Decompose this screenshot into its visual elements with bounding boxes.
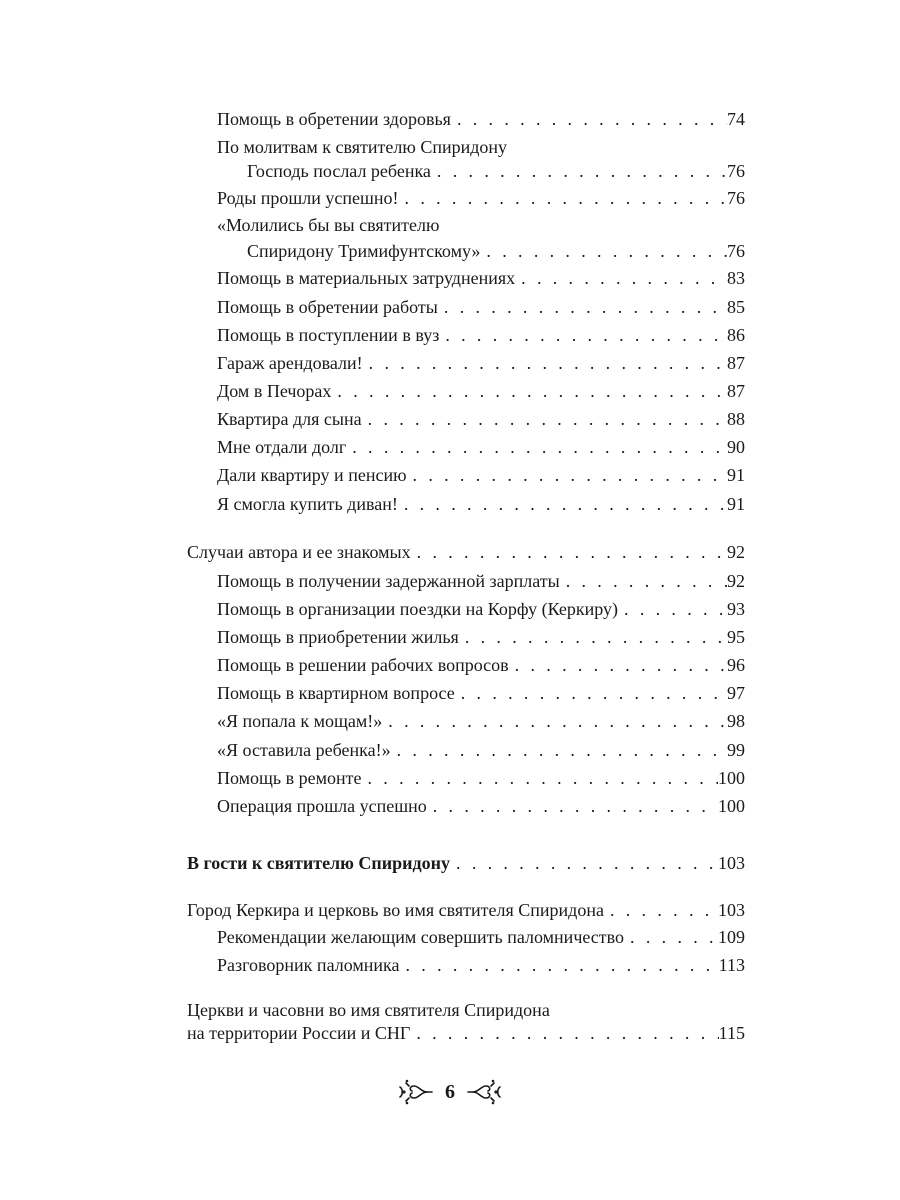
toc-entry (217, 952, 745, 978)
fleuron-ornament-icon (465, 1078, 503, 1106)
toc-entry-title: Гараж арендовали! (217, 353, 363, 373)
toc-entry-title: Город Керкира и церковь во имя святителя Спиридона (187, 900, 604, 920)
toc-entry-title: Помощь в квартирном вопросе (217, 683, 455, 703)
toc-entry (217, 134, 745, 160)
toc-entry (217, 596, 745, 622)
dot-leader (515, 265, 727, 291)
toc-entry-title: Помощь в ремонте (217, 768, 362, 788)
dot-leader (361, 765, 718, 791)
toc-entry-title: Спиридону Тримифунтскому» (247, 241, 481, 261)
toc-entry-title: Случаи автора и ее знакомых (187, 542, 411, 562)
dot-leader (407, 462, 727, 488)
toc-entry-title: «Я оставила ребенка!» (217, 740, 391, 760)
toc-entry (217, 378, 745, 404)
toc-entry-title: В гости к святителю Спиридону (187, 853, 451, 873)
dot-leader (363, 350, 727, 376)
toc-entry-title: Дали квартиру и пенсию (217, 465, 407, 485)
toc-entry (217, 765, 745, 791)
dot-leader (604, 897, 718, 923)
toc-entry-title: Роды прошли успешно! (217, 188, 399, 208)
toc-entry (217, 294, 745, 320)
toc-entry (217, 491, 745, 517)
toc-entry (217, 708, 745, 734)
dot-leader (451, 106, 727, 132)
toc-entry-title: Дом в Печорах (217, 381, 332, 401)
dot-leader (399, 952, 718, 978)
dot-leader (391, 737, 727, 763)
toc-entry-title: Квартира для сына (217, 409, 362, 429)
toc-entry-page: 88 (727, 409, 745, 429)
toc-entry-page: 76 (727, 161, 745, 181)
toc-entry-title: Господь послал ребенка (247, 161, 431, 181)
toc-entry-page: 97 (727, 683, 745, 703)
toc-entry (247, 158, 745, 184)
toc-entry-page: 98 (727, 711, 745, 731)
toc-entry-title: Операция прошла успешно (217, 796, 427, 816)
toc-entry-page: 91 (727, 465, 745, 485)
toc-entry (217, 350, 745, 376)
toc-entry-title: Помощь в решении рабочих вопросов (217, 655, 509, 675)
toc-entry-page: 96 (727, 655, 745, 675)
toc-entry-page: 103 (718, 853, 745, 873)
toc-entry (217, 265, 745, 291)
toc-entry-title: Помощь в обретении здоровья (217, 109, 451, 129)
dot-leader (618, 596, 727, 622)
toc-entry (217, 793, 745, 819)
toc-entry-page: 86 (727, 325, 745, 345)
toc-entry-page: 92 (727, 542, 745, 562)
dot-leader (459, 624, 727, 650)
toc-entry (217, 322, 745, 348)
toc-entry-title: Я смогла купить диван! (217, 494, 398, 514)
toc-entry-page: 83 (727, 268, 745, 288)
toc-entry (217, 212, 745, 238)
dot-leader (509, 652, 727, 678)
toc-entry-page: 93 (727, 599, 745, 619)
toc-entry-title: Помощь в приобретении жилья (217, 627, 459, 647)
toc-entry (217, 924, 745, 950)
toc-entry-title: Помощь в обретении работы (217, 297, 438, 317)
dot-leader (450, 850, 718, 876)
toc-entry-title: на территории России и СНГ (187, 1023, 411, 1043)
page-footer (0, 1072, 900, 1112)
dot-leader (560, 568, 727, 594)
dot-leader (398, 491, 727, 517)
dot-leader (480, 238, 727, 264)
toc-entry (187, 850, 745, 876)
toc-entry (217, 652, 745, 678)
dot-leader (438, 294, 727, 320)
toc-entry-page: 87 (727, 353, 745, 373)
toc-entry-page: 109 (718, 927, 745, 947)
toc-entry (187, 897, 745, 923)
dot-leader (382, 708, 727, 734)
toc-entry-page: 95 (727, 627, 745, 647)
toc-entry-page: 76 (727, 188, 745, 208)
fleuron-ornament-icon (397, 1078, 435, 1106)
dot-leader (346, 434, 727, 460)
toc-entry-title: Разговорник паломника (217, 955, 400, 975)
dot-leader (410, 1020, 718, 1046)
toc-entry (187, 1020, 745, 1046)
dot-leader (624, 924, 718, 950)
dot-leader (399, 185, 727, 211)
toc-entry-page: 100 (718, 768, 745, 788)
toc-entry-page: 74 (727, 109, 745, 129)
toc-entry-page: 90 (727, 437, 745, 457)
toc-entry-title: Мне отдали долг (217, 437, 347, 457)
toc-entry (187, 539, 745, 565)
toc-entry-page: 113 (718, 955, 745, 975)
toc-entry-title: Помощь в поступлении в вуз (217, 325, 440, 345)
toc-entry-page: 100 (718, 796, 745, 816)
dot-leader (431, 158, 727, 184)
toc-entry-page: 99 (727, 740, 745, 760)
toc-entry-title: Церкви и часовни во имя святителя Спиридона (187, 1000, 550, 1020)
toc-entry (217, 106, 745, 132)
toc-entry (217, 624, 745, 650)
toc-entry-page: 103 (718, 900, 745, 920)
toc-entry-page: 87 (727, 381, 745, 401)
toc-entry-title: Помощь в получении задержанной зарплаты (217, 571, 560, 591)
dot-leader (362, 406, 727, 432)
toc-entry-page: 115 (718, 1023, 745, 1043)
toc-entry (217, 406, 745, 432)
toc-entry (217, 462, 745, 488)
toc-entry-title: «Я попала к мощам!» (217, 711, 383, 731)
toc-entry-title: Помощь в материальных затруднениях (217, 268, 516, 288)
dot-leader (331, 378, 727, 404)
dot-leader (411, 539, 727, 565)
page-number: 6 (445, 1081, 455, 1103)
dot-leader (439, 322, 727, 348)
toc-entry (217, 185, 745, 211)
toc-entry (217, 737, 745, 763)
toc-entry (217, 568, 745, 594)
toc-entry-page: 85 (727, 297, 745, 317)
dot-leader (455, 680, 727, 706)
toc-entry-page: 91 (727, 494, 745, 514)
dot-leader (427, 793, 718, 819)
toc-entry-page: 92 (727, 571, 745, 591)
toc-entry-title: «Молились бы вы святителю (217, 215, 440, 235)
toc-entry-page: 76 (727, 241, 745, 261)
toc-entry-title: По молитвам к святителю Спиридону (217, 137, 508, 157)
toc-entry (217, 434, 745, 460)
toc-entry-title: Рекомендации желающим совершить паломничество (217, 927, 625, 947)
toc-entry (217, 680, 745, 706)
toc-entry (247, 238, 745, 264)
toc-entry-title: Помощь в организации поездки на Корфу (Керкиру) (217, 599, 619, 619)
